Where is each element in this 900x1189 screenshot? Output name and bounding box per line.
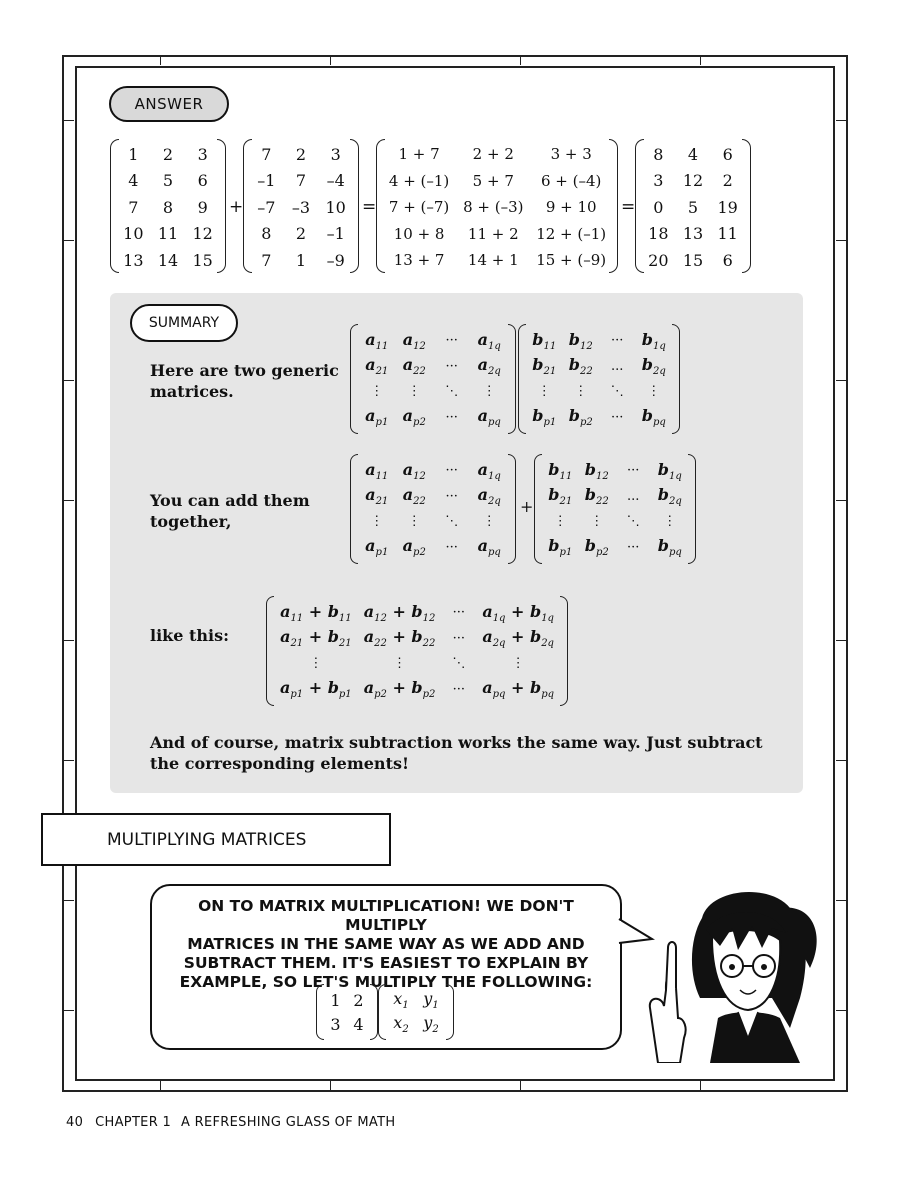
section-heading (41, 813, 391, 866)
matrix-cell: 14 (157, 250, 179, 270)
summary-closing: And of course, matrix subtraction works the same way. Just subtract the corresponding elements! (150, 733, 763, 773)
matrix-cell: 5 + 7 (472, 171, 514, 190)
summary-text-1: Here are two generic matrices. (150, 361, 339, 401)
generic-matrix-b: $b_{11}$ $b_{12}$ ··· $b_{1q}$ $b_{21}$ $b_{22}$ ... $b_{2q}$ ⋮ ⋮ ⋱ ⋮ $b_{p1}$ $b_{p2}$ ··· $b_{pq}$ (518, 324, 680, 434)
bubble-matrix-x: $x_1$ $y_1$ $x_2$ $y_2$ (378, 984, 454, 1040)
answer-matrix-2 (243, 137, 359, 277)
matrix-cell: 2 (295, 224, 307, 244)
matrix-cell: 5 (162, 171, 174, 191)
matrix-cell: 1 (330, 990, 341, 1010)
matrix-cell: –7 (257, 197, 276, 217)
matrix-cell: 1 (128, 144, 139, 164)
bamboo-node (520, 55, 521, 65)
generic-matrix-a: $a_{11}$ $a_{12}$ ··· $a_{1q}$ $a_{21}$ $a_{22}$ ··· $a_{2q}$ ⋮ ⋮ ⋱ ⋮ $a_{p1}$ $a_{p2}$ ··· $a_{pq}$ (350, 324, 516, 434)
answer-matrix-3 (376, 137, 618, 277)
chapter-label: CHAPTER 1 (95, 1115, 172, 1130)
matrix-cell: 6 (722, 144, 733, 164)
matrix-cell: 2 (162, 144, 174, 164)
bubble-matrix-a (316, 984, 378, 1040)
matrix-cell: –9 (326, 250, 345, 270)
page-footer (66, 1115, 395, 1130)
bamboo-node (700, 1081, 701, 1091)
matrix-cell: 0 (653, 197, 664, 217)
answer-label: ANSWER (109, 86, 229, 122)
summary-label: SUMMARY (130, 304, 238, 342)
matrix-cell: 3 (653, 171, 664, 191)
summary-text-3: like this: (150, 626, 230, 645)
matrix-cell: 4 (687, 144, 699, 164)
matrix-cell: 5 (687, 197, 699, 217)
bamboo-node (836, 900, 848, 901)
matrix-cell: 4 + (–1) (388, 171, 450, 190)
equals-sign-2: = (621, 197, 636, 217)
bamboo-node (836, 640, 848, 641)
matrix-cell: 8 (261, 224, 272, 244)
bamboo-node (160, 1081, 161, 1091)
matrix-cell: 7 (295, 171, 307, 191)
matrix-cell: 7 (128, 197, 139, 217)
matrix-cell: 3 + 3 (550, 145, 592, 164)
matrix-cell: 7 (261, 144, 272, 164)
matrix-cell: –1 (326, 224, 345, 244)
bamboo-node (836, 120, 848, 121)
bamboo-node (836, 1010, 848, 1011)
matrix-cell: 15 + (–9) (536, 251, 607, 270)
matrix-cell: 14 + 1 (467, 251, 519, 270)
answer-matrix-4 (635, 137, 751, 277)
matrix-cell: 2 (722, 171, 733, 191)
matrix-cell: 3 (197, 144, 208, 164)
matrix-cell: 12 + (–1) (536, 224, 607, 243)
bamboo-node (62, 120, 74, 121)
speech-bubble-text: ON TO MATRIX MULTIPLICATION! WE DON'T MULTIPLY MATRICES IN THE SAME WAY AS WE ADD AND SUBTRACT THEM. IT'S EASIEST TO EXPLAIN BY EXAMPLE, SO LET'S MULTIPLY THE FOLLOWING: (179, 897, 593, 991)
bamboo-node (62, 640, 74, 641)
section-title: MULTIPLYING MATRICES (107, 829, 307, 850)
matrix-cell: –1 (257, 171, 276, 191)
bamboo-node (836, 240, 848, 241)
matrix-cell: 10 + 8 (393, 224, 445, 243)
matrix-cell: 6 (197, 171, 208, 191)
generic-matrix-a-sum: $a_{11}$ $a_{12}$ ··· $a_{1q}$ $a_{21}$ $a_{22}$ ··· $a_{2q}$ ⋮ ⋮ ⋱ ⋮ $a_{p1}$ $a_{p2}$ ··· $a_{pq}$ (350, 454, 516, 564)
generic-matrix-sum-result: $a_{11} + b_{11}$ $a_{12} + b_{12}$ ··· $a_{1q} + b_{1q}$ $a_{21} + b_{21}$ $a_{22} + b_{22}$ ··· $a_{2q} + b_{2q}$ ⋮ ⋮ ⋱ ⋮ $a_{p1} + b_{p1}$ $a_{p2} + b_{p2}$ ··· $a_{pq} + b_{pq}$ (266, 596, 568, 706)
matrix-cell: 7 + (–7) (388, 198, 450, 217)
matrix-cell: 19 (717, 197, 738, 217)
matrix-cell: 12 (682, 171, 704, 191)
matrix-cell: 20 (648, 250, 669, 270)
matrix-cell: –3 (291, 197, 311, 217)
matrix-cell: 11 + 2 (467, 224, 519, 243)
equals-sign-1: = (362, 197, 377, 217)
matrix-cell: 9 + 10 (545, 198, 597, 217)
bamboo-node (836, 380, 848, 381)
bamboo-node (62, 1010, 74, 1011)
plus-sign: + (229, 197, 244, 217)
answer-equation (108, 137, 758, 277)
matrix-cell: 1 (295, 250, 307, 270)
matrix-cell: 1 + 7 (398, 145, 440, 164)
summary-text-2: You can add them together, (150, 491, 310, 531)
matrix-cell: 3 (330, 144, 341, 164)
matrix-cell: 3 (330, 1014, 341, 1034)
matrix-cell: 10 (123, 224, 144, 244)
bamboo-node (62, 500, 74, 501)
matrix-cell: –4 (326, 171, 345, 191)
bamboo-node (520, 1081, 521, 1091)
generic-matrix-b-sum: $b_{11}$ $b_{12}$ ··· $b_{1q}$ $b_{21}$ $b_{22}$ ... $b_{2q}$ ⋮ ⋮ ⋱ ⋮ $b_{p1}$ $b_{p2}$ ··· $b_{pq}$ (534, 454, 696, 564)
matrix-cell: 2 (353, 990, 364, 1010)
matrix-cell: 11 (157, 224, 179, 244)
bamboo-node (836, 760, 848, 761)
plus-sign-generic: + (520, 497, 534, 516)
matrix-cell: 15 (682, 250, 704, 270)
matrix-cell: 2 + 2 (472, 145, 514, 164)
matrix-cell: 18 (648, 224, 669, 244)
matrix-cell: 7 (261, 250, 272, 270)
matrix-cell: 12 (192, 224, 213, 244)
matrix-cell: 13 + 7 (393, 251, 445, 270)
matrix-cell: 4 (128, 171, 139, 191)
matrix-cell: 10 (325, 197, 346, 217)
matrix-cell: 13 (123, 250, 144, 270)
bamboo-node (330, 1081, 331, 1091)
matrix-cell: 13 (682, 224, 704, 244)
bamboo-node (62, 380, 74, 381)
matrix-cell: 4 (353, 1014, 364, 1034)
answer-matrix-1 (110, 137, 226, 277)
bamboo-node (330, 55, 331, 65)
matrix-cell: 6 (722, 250, 733, 270)
matrix-cell: 8 (653, 144, 664, 164)
page-number: 40 (66, 1115, 84, 1130)
bamboo-node (160, 55, 161, 65)
bamboo-node (836, 500, 848, 501)
bamboo-node (62, 900, 74, 901)
matrix-cell: 2 (295, 144, 307, 164)
matrix-cell: 6 + (–4) (540, 171, 602, 190)
matrix-cell: 9 (197, 197, 208, 217)
matrix-cell: 11 (717, 224, 738, 244)
bamboo-node (700, 55, 701, 65)
chapter-title: A REFRESHING GLASS OF MATH (181, 1115, 396, 1130)
bamboo-node (62, 240, 74, 241)
matrix-cell: 8 (162, 197, 174, 217)
matrix-cell: 15 (192, 250, 213, 270)
character-illustration (640, 878, 830, 1063)
matrix-cell: 8 + (–3) (463, 198, 524, 217)
bamboo-node (62, 760, 74, 761)
